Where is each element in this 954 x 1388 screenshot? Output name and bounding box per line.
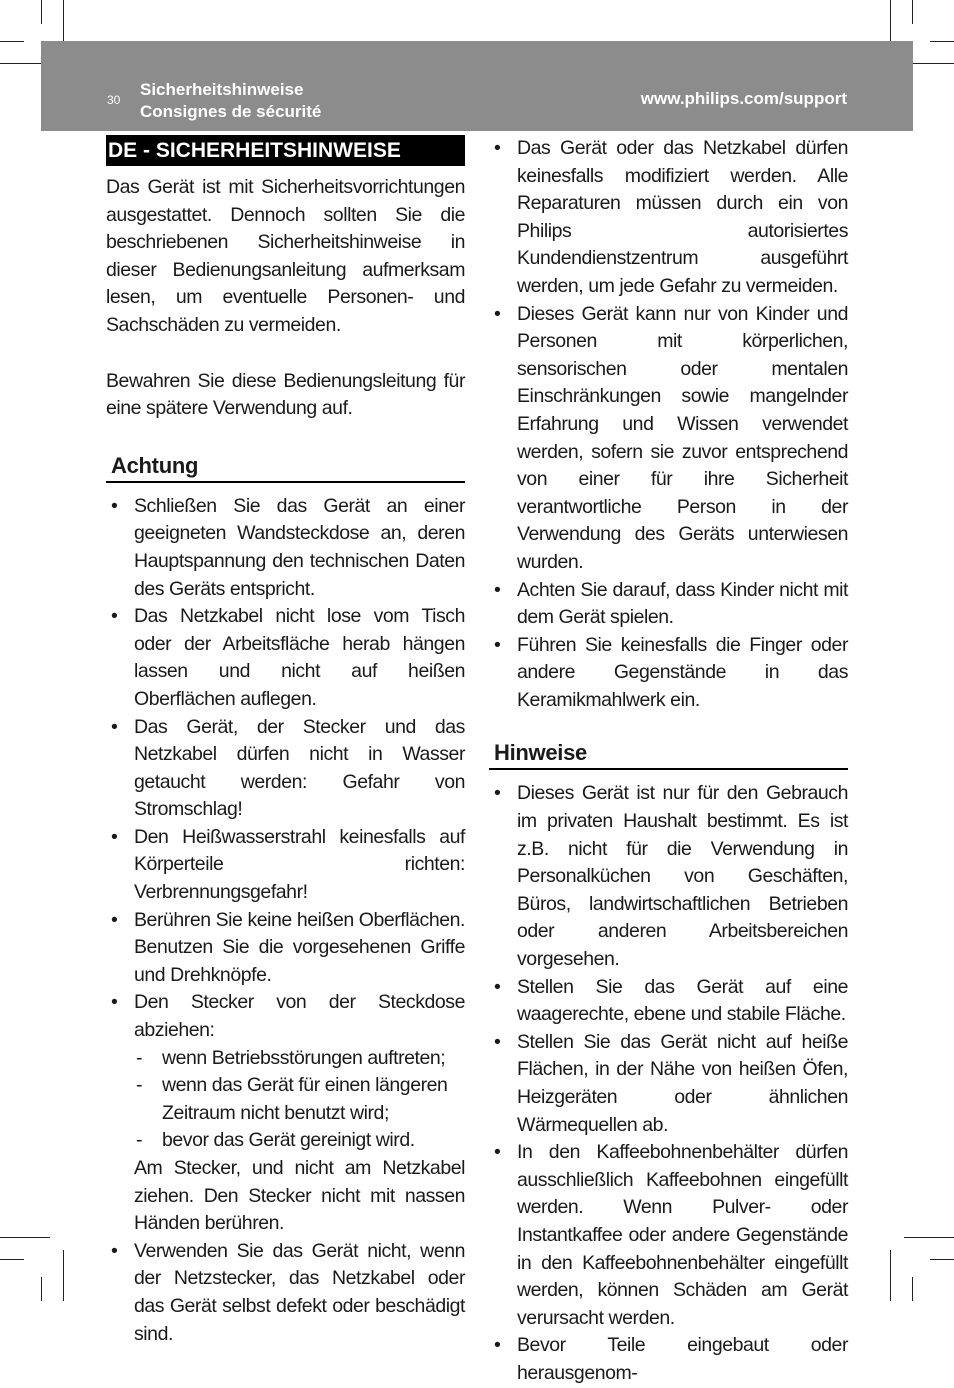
unplug-note: Am Stecker, und nicht am Netzkabel ziehen. Den Stecker nicht mit nassen Händen berühren. (134, 1157, 465, 1235)
unplug-sublist (134, 1045, 465, 1155)
crop-mark (0, 41, 24, 42)
list-item: • Den Heißwasserstrahl keinesfalls auf Körperteile richten: Verbrennungsgefahr! (111, 825, 465, 904)
list-item: • Schließen Sie das Gerät an einer geeigneten Wandsteckdose an, deren Hauptspannung den technischen Daten des Geräts entspricht. (111, 494, 465, 600)
list-item: • Das Gerät oder das Netzkabel dürfen keinesfalls modifiziert werden. Alle Reparaturen müssen durch ein von Philips autorisiertes Kundendienstzentrum ausgeführt werden, um jede Gefahr zu vermeiden. (494, 137, 848, 297)
crop-mark (912, 1277, 913, 1301)
list-item: • Verwenden Sie das Gerät nicht, wenn der Netzstecker, das Netzkabel oder das Gerät selbst defekt oder beschädigt sind. (111, 1239, 465, 1345)
support-url[interactable]: www.philips.com/support (640, 89, 847, 108)
list-item: • Bevor Teile eingebaut oder herausgenom- (494, 1334, 848, 1384)
crop-mark (930, 41, 954, 42)
crop-mark (930, 1259, 954, 1260)
page-number: 30 (107, 93, 121, 107)
intro-paragraph: Das Gerät ist mit Sicherheitsvorrichtungen ausgestattet. Dennoch sollten Sie die beschriebenen Sicherheitshinweise in dieser Bedienungsanleitung aufmerksam lesen, um eventuelle Personen- und Sachschäden zu vermeiden. (106, 176, 465, 336)
header-title (140, 79, 321, 123)
right-column (489, 135, 848, 1388)
crop-mark (41, 1277, 42, 1301)
crop-mark (912, 0, 913, 24)
list-item: • Das Netzkabel nicht lose vom Tisch oder der Arbeitsfläche herab hängen lassen und nicht auf heißen Oberflächen auflegen. (111, 605, 465, 710)
crop-mark (904, 1237, 954, 1238)
achtung-list (106, 493, 465, 1348)
page-header (41, 41, 913, 131)
crop-mark (890, 1250, 891, 1301)
sub-list-item: - wenn Betriebsstörungen auftreten; (136, 1046, 446, 1069)
sub-list-item: - bevor das Gerät gereinigt wird. (136, 1129, 415, 1152)
header-title-fr: Consignes de sécurité (140, 102, 322, 121)
left-column (106, 135, 465, 1348)
intro-paragraph: Bewahren Sie diese Bedienungsleitung für eine spätere Verwendung auf. (106, 369, 465, 420)
list-item: • Stellen Sie das Gerät nicht auf heiße Flächen, in der Nähe von heißen Öfen, Heizgeräten oder ähnlichen Wärmequellen ab. (494, 1030, 848, 1136)
list-item: • Dieses Gerät kann nur von Kinder und Personen mit körperlichen, sensorischen oder mentalen Einschränkungen sowie mangelnder Erfahrung und Wissen verwendet werden, sofern sie zuvor entsprechend von einer für ihre Sicherheit verantwortliche Person in der Verwendung des Geräts unterwiesen wurden. (494, 302, 848, 573)
achtung-heading: Achtung (106, 451, 465, 483)
crop-mark (0, 1237, 50, 1238)
list-item: • Dieses Gerät ist nur für den Gebrauch im privaten Haushalt bestimmt. Es ist z.B. nicht für die Verwendung in Personalküchen von Geschäften, Büros, landwirtschaftlichen Betrieben oder anderen Arbeitsbereichen vorgesehen. (494, 782, 848, 971)
hinweise-heading: Hinweise (489, 738, 848, 770)
list-item: • In den Kaffeebohnenbehälter dürfen ausschließlich Kaffeebohnen eingefüllt werden. Wenn Pulver- oder Instantkaffee oder andere Gegenstände in den Kaffeebohnenbehälter eingefüllt werden, können Schäden am Gerät verursacht werden. (494, 1141, 848, 1329)
list-item: • Den Stecker von der Steckdose abziehen: - wenn Betriebsstörungen auftreten; - wenn das Gerät für einen längeren Zeitraum nicht benutzt wird; - bevor das Gerät gereinigt wird. Am Stecker, und nicht am Netzkabel ziehen. Den Stecker nicht mit nassen Händen berühren. (106, 989, 465, 1237)
list-item: • Berühren Sie keine heißen Oberflächen. Benutzen Sie die vorgesehenen Griffe und Drehknöpfe. (111, 908, 465, 986)
sub-list-item: - wenn das Gerät für einen längeren Zeitraum nicht benutzt wird; (136, 1074, 448, 1124)
section-title: DE - SICHERHEITSHINWEISE (106, 135, 465, 166)
crop-mark (0, 1259, 24, 1260)
list-item: • Stellen Sie das Gerät auf eine waagerechte, ebene und stabile Fläche. (494, 975, 848, 1026)
list-item: • Achten Sie darauf, dass Kinder nicht mit dem Gerät spielen. (494, 578, 848, 629)
crop-mark (63, 1250, 64, 1301)
list-item: • Das Gerät, der Stecker und das Netzkabel dürfen nicht in Wasser getaucht werden: Gefahr von Stromschlag! (111, 715, 465, 821)
header-title-de: Sicherheitshinweise (140, 80, 304, 99)
crop-mark (41, 0, 42, 24)
list-item: • Führen Sie keinesfalls die Finger oder andere Gegenstände in das Keramikmahlwerk ein. (494, 633, 848, 711)
achtung-list-continued (489, 135, 848, 714)
hinweise-list (489, 780, 848, 1387)
